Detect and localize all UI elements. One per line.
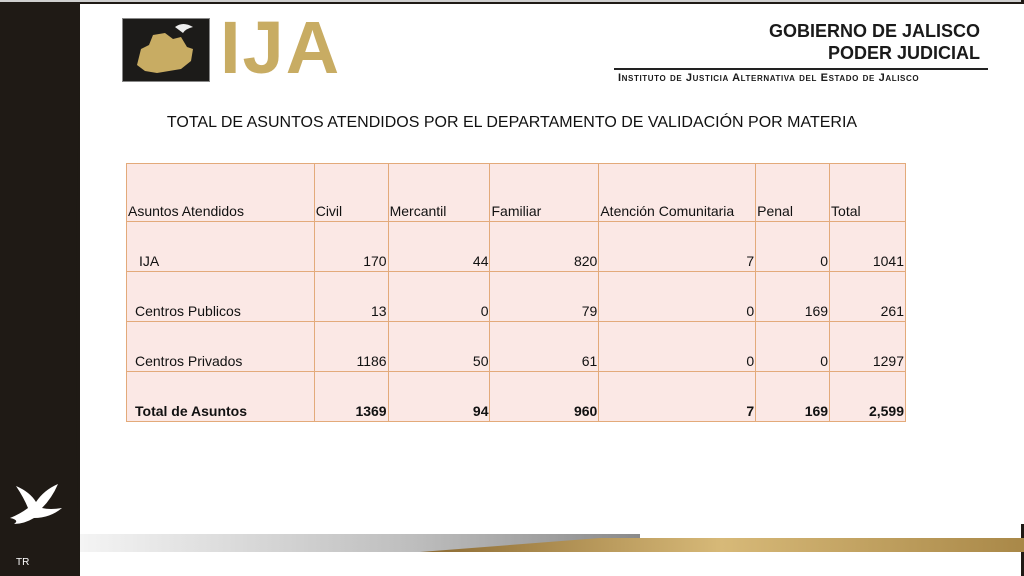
table-cell: 0 <box>388 272 490 322</box>
header-cell: Familiar <box>490 164 599 222</box>
header-cell: Total <box>830 164 906 222</box>
table-cell: 7 <box>599 372 756 422</box>
government-heading <box>769 20 980 64</box>
ija-logo <box>122 6 386 89</box>
row-label: Centros Privados <box>127 322 315 372</box>
footer-tag: TR <box>16 557 30 568</box>
header-rule <box>614 68 988 70</box>
institute-name: Instituto de Justicia Alternativa del Estado de Jalisco <box>618 72 920 84</box>
table-cell: 1297 <box>830 322 906 372</box>
table-cell: 13 <box>314 272 388 322</box>
table-cell: 44 <box>388 222 490 272</box>
table-cell: 169 <box>756 272 830 322</box>
table-total-row <box>127 372 906 422</box>
table-cell: 79 <box>490 272 599 322</box>
table-cell: 50 <box>388 322 490 372</box>
row-label: IJA <box>127 222 315 272</box>
gov-line2: PODER JUDICIAL <box>827 43 980 63</box>
jalisco-map-emblem <box>122 18 210 82</box>
table-cell: 820 <box>490 222 599 272</box>
table-cell: 1186 <box>314 322 388 372</box>
table-cell: 0 <box>756 222 830 272</box>
header-cell: Asuntos Atendidos <box>127 164 315 222</box>
header-cell: Civil <box>314 164 388 222</box>
header-cell: Penal <box>756 164 830 222</box>
table-cell: 1041 <box>830 222 906 272</box>
bottom-decoration-bar <box>0 534 1024 552</box>
table-cell: 0 <box>599 322 756 372</box>
slide-title: TOTAL DE ASUNTOS ATENDIDOS POR EL DEPARTAMENTO DE VALIDACIÓN POR MATERIA <box>166 114 858 131</box>
logo-text: IJA <box>220 6 342 89</box>
dove-icon <box>6 480 64 528</box>
row-label: Total de Asuntos <box>127 372 315 422</box>
table-cell: 0 <box>599 272 756 322</box>
table-row <box>127 222 906 272</box>
table-cell: 2,599 <box>830 372 906 422</box>
row-label: Centros Publicos <box>127 272 315 322</box>
table-cell: 1369 <box>314 372 388 422</box>
table-cell: 960 <box>490 372 599 422</box>
table-cell: 7 <box>599 222 756 272</box>
gov-line1: GOBIERNO DE JALISCO <box>768 21 980 41</box>
table-cell: 0 <box>756 322 830 372</box>
header-cell: Atención Comunitaria <box>599 164 756 222</box>
map-icon <box>123 19 209 81</box>
table-cell: 61 <box>490 322 599 372</box>
header-cell: Mercantil <box>388 164 490 222</box>
table-row <box>127 322 906 372</box>
table-header-row <box>127 164 906 222</box>
table-row <box>127 272 906 322</box>
data-table <box>126 163 906 422</box>
table-cell: 261 <box>830 272 906 322</box>
table-cell: 94 <box>388 372 490 422</box>
table-cell: 170 <box>314 222 388 272</box>
table-cell: 169 <box>756 372 830 422</box>
